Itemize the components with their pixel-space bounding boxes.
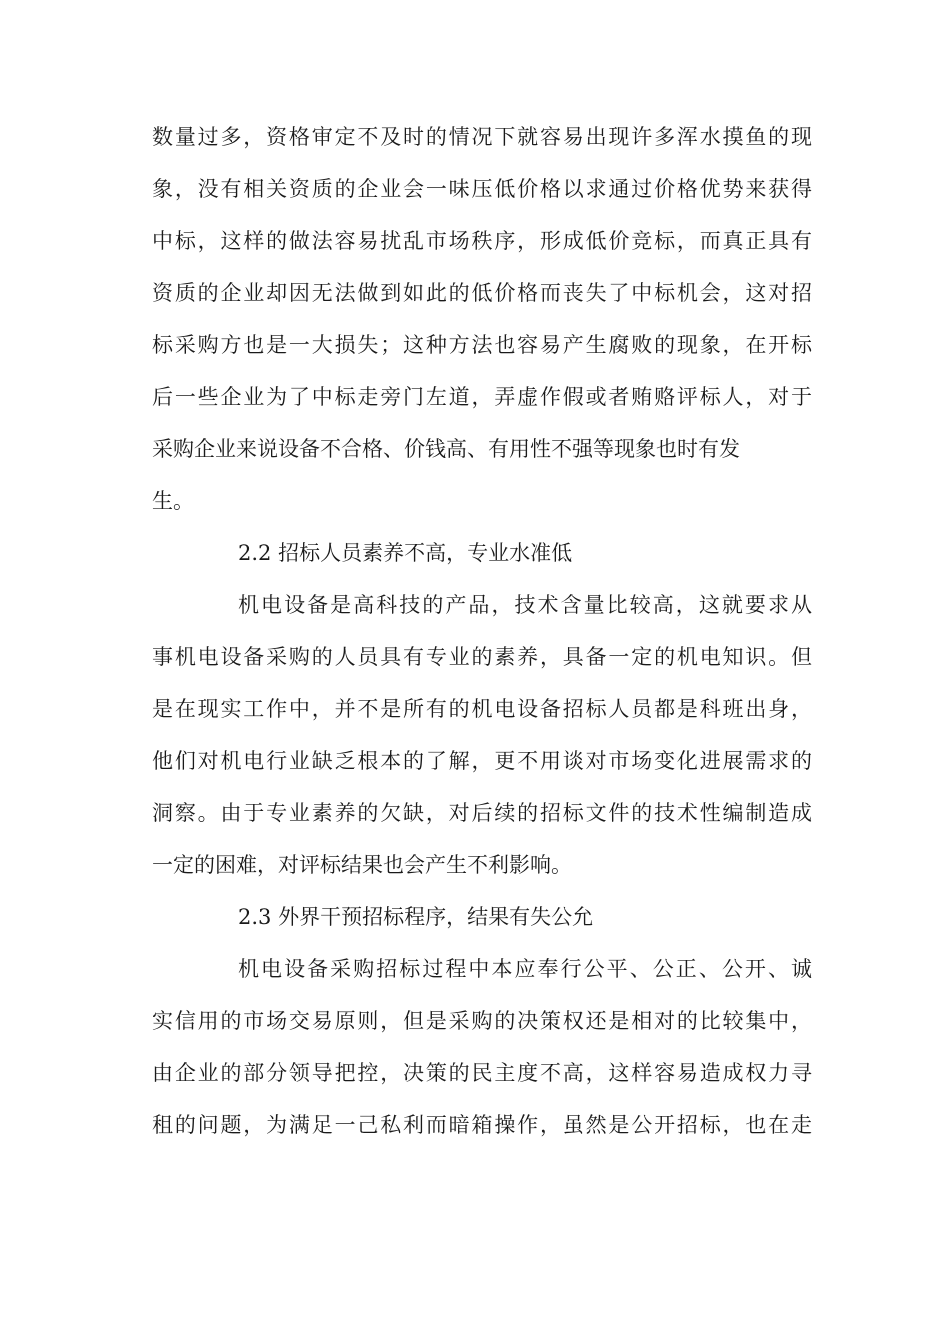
paragraph-3-line-4: 租的问题，为满足一己私利而暗箱操作，虽然是公开招标，也在走 bbox=[152, 1113, 812, 1137]
paragraph-2-line-2: 事机电设备采购的人员具有专业的素养，具备一定的机电知识。但 bbox=[152, 645, 812, 669]
paragraph-1-line-3: 中标，这样的做法容易扰乱市场秩序，形成低价竞标，而真正具有 bbox=[152, 229, 812, 253]
paragraph-2-line-5: 洞察。由于专业素养的欠缺，对后续的招标文件的技术性编制造成 bbox=[152, 801, 812, 825]
paragraph-1-line-7: 采购企业来说设备不合格、价钱高、有用性不强等现象也时有发 bbox=[152, 437, 740, 461]
section-heading-2-2: 2.2 招标人员素养不高，专业水准低 bbox=[238, 541, 573, 565]
paragraph-1-line-1: 数量过多，资格审定不及时的情况下就容易出现许多浑水摸鱼的现 bbox=[152, 125, 812, 149]
section-heading-2-3: 2.3 外界干预招标程序，结果有失公允 bbox=[238, 905, 594, 929]
paragraph-2-line-1: 机电设备是高科技的产品，技术含量比较高，这就要求从 bbox=[238, 593, 812, 617]
paragraph-3-line-2: 实信用的市场交易原则，但是采购的决策权还是相对的比较集中， bbox=[152, 1009, 812, 1033]
paragraph-3-line-1: 机电设备采购招标过程中本应奉行公平、公正、公开、诚 bbox=[238, 957, 812, 981]
paragraph-2-line-3: 是在现实工作中，并不是所有的机电设备招标人员都是科班出身， bbox=[152, 697, 812, 721]
paragraph-1-line-5: 标采购方也是一大损失；这种方法也容易产生腐败的现象，在开标 bbox=[152, 333, 812, 357]
paragraph-1-line-8: 生。 bbox=[152, 489, 194, 513]
paragraph-2-line-6: 一定的困难，对评标结果也会产生不利影响。 bbox=[152, 853, 572, 877]
paragraph-3-line-3: 由企业的部分领导把控，决策的民主度不高，这样容易造成权力寻 bbox=[152, 1061, 812, 1085]
paragraph-1-line-6: 后一些企业为了中标走旁门左道，弄虚作假或者贿赂评标人，对于 bbox=[152, 385, 812, 409]
paragraph-1-line-4: 资质的企业却因无法做到如此的低价格而丧失了中标机会，这对招 bbox=[152, 281, 812, 305]
paragraph-1-line-2: 象，没有相关资质的企业会一味压低价格以求通过价格优势来获得 bbox=[152, 177, 812, 201]
paragraph-2-line-4: 他们对机电行业缺乏根本的了解，更不用谈对市场变化进展需求的 bbox=[152, 749, 812, 773]
